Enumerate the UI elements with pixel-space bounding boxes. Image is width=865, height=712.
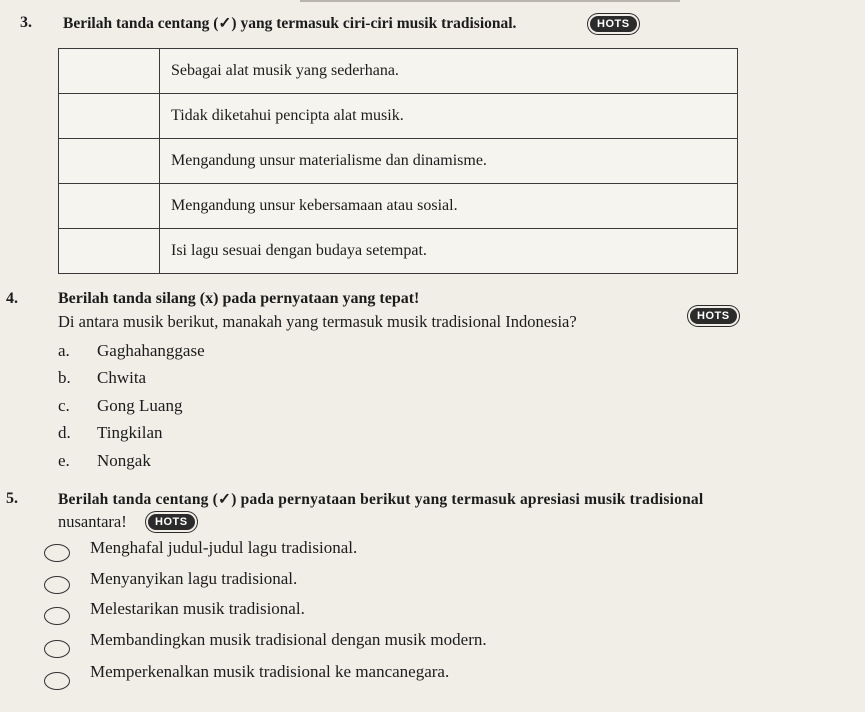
q4-option-e[interactable]: Nongak	[97, 451, 151, 470]
table-row	[59, 94, 738, 139]
radio-circle[interactable]	[44, 607, 70, 625]
q4-question: Di antara musik berikut, manakah yang termasuk musik tradisional Indonesia?	[58, 312, 577, 331]
table-row	[59, 49, 738, 94]
top-rule	[300, 0, 680, 2]
radio-circle[interactable]	[44, 640, 70, 658]
q4-option-c[interactable]: Gong Luang	[97, 396, 183, 415]
q5-option-1: Menghafal judul-judul lagu tradisional.	[90, 538, 358, 557]
checkbox-cell-5[interactable]	[59, 229, 160, 274]
radio-circle[interactable]	[44, 576, 70, 594]
q3-hots-badge: HOTS	[590, 16, 637, 32]
q4-prompt: Berilah tanda silang (x) pada pernyataan yang tepat!	[58, 290, 420, 307]
q3-prompt: Berilah tanda centang (✓) yang termasuk ciri-ciri musik tradisional.	[63, 15, 517, 32]
q5-prompt-line1: Berilah tanda centang (✓) pada pernyataan berikut yang termasuk apresiasi musik tradisional	[58, 491, 704, 508]
q3-checklist-table	[58, 48, 738, 274]
statement-3: Mengandung unsur materialisme dan dinamisme.	[160, 139, 738, 184]
radio-circle[interactable]	[44, 544, 70, 562]
statement-1: Sebagai alat musik yang sederhana.	[160, 49, 738, 94]
q4-option-c-letter: c.	[58, 396, 70, 415]
q5-option-2: Menyanyikan lagu tradisional.	[90, 569, 298, 588]
table-row	[59, 184, 738, 229]
q5-option-5: Memperkenalkan musik tradisional ke mancanegara.	[90, 662, 450, 681]
table-row	[59, 229, 738, 274]
q5-option-3: Melestarikan musik tradisional.	[90, 599, 305, 618]
checkbox-cell-2[interactable]	[59, 94, 160, 139]
checkbox-cell-1[interactable]	[59, 49, 160, 94]
q4-option-b-letter: b.	[58, 368, 71, 387]
q5-number: 5.	[6, 490, 18, 507]
statement-4: Mengandung unsur kebersamaan atau sosial.	[160, 184, 738, 229]
q5-prompt-line2: nusantara!	[58, 512, 127, 531]
q4-option-d-letter: d.	[58, 423, 71, 442]
q4-option-e-letter: e.	[58, 451, 70, 470]
q4-hots-badge: HOTS	[690, 308, 737, 324]
q3-number: 3.	[20, 14, 32, 31]
radio-circle[interactable]	[44, 672, 70, 690]
q4-option-d[interactable]: Tingkilan	[97, 423, 163, 442]
q5-option-4: Membandingkan musik tradisional dengan musik modern.	[90, 630, 487, 649]
statement-2: Tidak diketahui pencipta alat musik.	[160, 94, 738, 139]
q4-option-a[interactable]: Gaghahanggase	[97, 341, 205, 360]
checkbox-cell-3[interactable]	[59, 139, 160, 184]
q5-hots-badge: HOTS	[148, 514, 195, 530]
checkbox-cell-4[interactable]	[59, 184, 160, 229]
q4-option-a-letter: a.	[58, 341, 70, 360]
q4-number: 4.	[6, 290, 18, 307]
table-row	[59, 139, 738, 184]
q4-option-b[interactable]: Chwita	[97, 368, 147, 387]
statement-5: Isi lagu sesuai dengan budaya setempat.	[160, 229, 738, 274]
